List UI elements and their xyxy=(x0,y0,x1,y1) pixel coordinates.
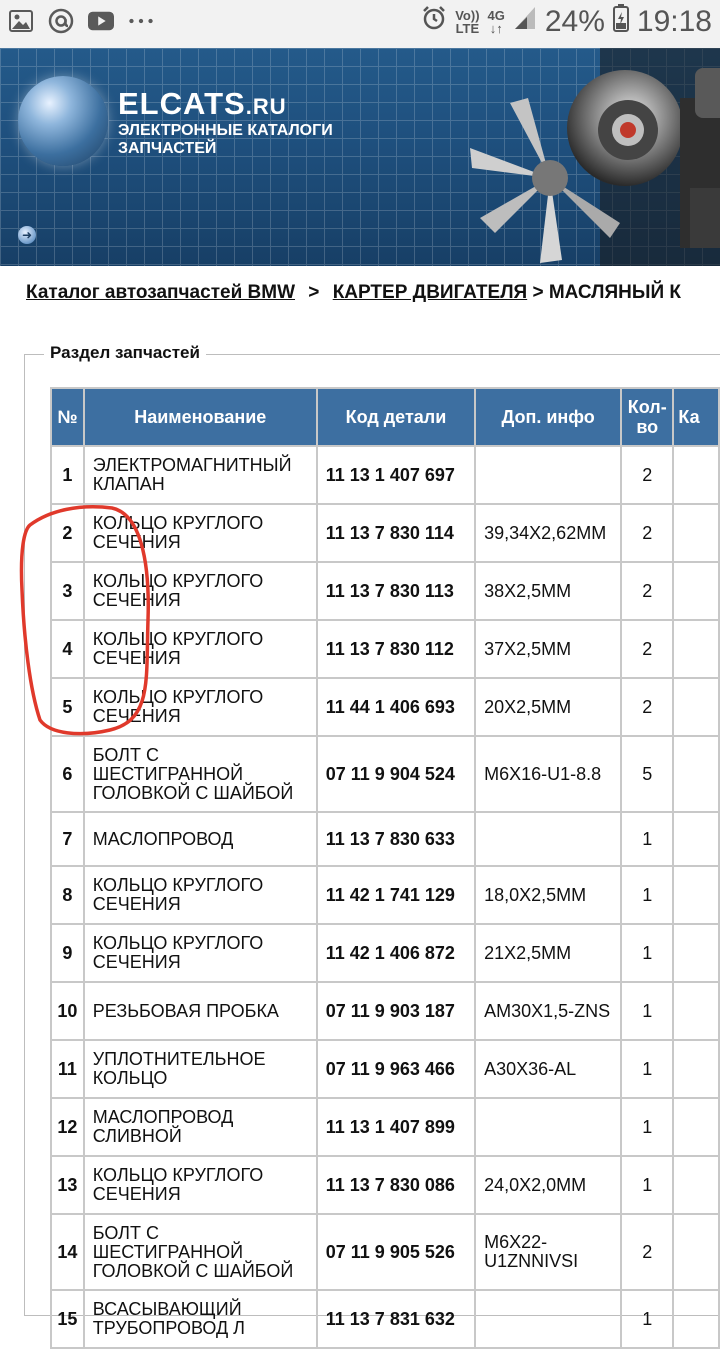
part-code[interactable]: 07 11 9 904 524 xyxy=(317,736,475,812)
column-header-name[interactable]: Наименование xyxy=(84,388,317,446)
part-qty: 5 xyxy=(621,736,673,812)
part-qty: 2 xyxy=(621,1214,673,1290)
part-extra xyxy=(673,982,719,1040)
table-row[interactable] xyxy=(51,736,719,812)
table-header-row xyxy=(51,388,719,446)
row-number: 4 xyxy=(51,620,84,678)
part-extra xyxy=(673,736,719,812)
part-extra xyxy=(673,678,719,736)
site-logo[interactable]: ELCATS.RU xyxy=(118,86,287,121)
part-qty: 2 xyxy=(621,678,673,736)
part-extra xyxy=(673,1290,719,1348)
table-row[interactable] xyxy=(51,620,719,678)
part-code[interactable]: 11 13 7 831 632 xyxy=(317,1290,475,1348)
part-extra xyxy=(673,620,719,678)
table-row[interactable] xyxy=(51,562,719,620)
part-code[interactable]: 11 42 1 741 129 xyxy=(317,866,475,924)
table-row[interactable] xyxy=(51,1156,719,1214)
table-row[interactable] xyxy=(51,1040,719,1098)
part-extra xyxy=(673,504,719,562)
part-info: 24,0X2,0MM xyxy=(475,1156,621,1214)
part-name: КОЛЬЦО КРУГЛОГО СЕЧЕНИЯ xyxy=(84,924,317,982)
part-code[interactable]: 11 13 7 830 633 xyxy=(317,812,475,866)
part-code[interactable]: 11 13 7 830 112 xyxy=(317,620,475,678)
part-code[interactable]: 11 13 7 830 086 xyxy=(317,1156,475,1214)
part-extra xyxy=(673,866,719,924)
part-code[interactable]: 11 13 7 830 113 xyxy=(317,562,475,620)
part-extra xyxy=(673,446,719,504)
table-row[interactable] xyxy=(51,1214,719,1290)
clock: 19:18 xyxy=(636,5,712,38)
part-info: M6X16-U1-8.8 xyxy=(475,736,621,812)
part-name: КОЛЬЦО КРУГЛОГО СЕЧЕНИЯ xyxy=(84,678,317,736)
part-name: УПЛОТНИТЕЛЬНОЕ КОЛЬЦО xyxy=(84,1040,317,1098)
site-header xyxy=(0,48,720,266)
part-info: 18,0X2,5MM xyxy=(475,866,621,924)
part-extra xyxy=(673,1214,719,1290)
row-number: 15 xyxy=(51,1290,84,1348)
part-name: ВСАСЫВАЮЩИЙ ТРУБОПРОВОД Л xyxy=(84,1290,317,1348)
part-code[interactable]: 11 44 1 406 693 xyxy=(317,678,475,736)
part-extra xyxy=(673,1098,719,1156)
column-header-more[interactable]: Ка xyxy=(673,388,719,446)
battery-icon xyxy=(613,4,629,40)
status-bar xyxy=(0,0,720,48)
row-number: 5 xyxy=(51,678,84,736)
part-qty: 1 xyxy=(621,924,673,982)
part-info xyxy=(475,1098,621,1156)
part-info: 39,34X2,62MM xyxy=(475,504,621,562)
table-row[interactable] xyxy=(51,1098,719,1156)
parts-table xyxy=(50,387,720,1349)
part-info: 37X2,5MM xyxy=(475,620,621,678)
part-info: 21X2,5MM xyxy=(475,924,621,982)
part-name: КОЛЬЦО КРУГЛОГО СЕЧЕНИЯ xyxy=(84,562,317,620)
part-name: БОЛТ С ШЕСТИГРАННОЙ ГОЛОВКОЙ С ШАЙБОЙ xyxy=(84,736,317,812)
part-extra xyxy=(673,562,719,620)
part-qty: 1 xyxy=(621,866,673,924)
gallery-icon xyxy=(8,8,34,34)
row-number: 1 xyxy=(51,446,84,504)
section-legend: Раздел запчастей xyxy=(44,343,206,363)
network-type-indicator: 4G ↓↑ xyxy=(487,8,505,36)
part-name: РЕЗЬБОВАЯ ПРОБКА xyxy=(84,982,317,1040)
part-name: МАСЛОПРОВОД xyxy=(84,812,317,866)
table-row[interactable] xyxy=(51,504,719,562)
row-number: 12 xyxy=(51,1098,84,1156)
row-number: 13 xyxy=(51,1156,84,1214)
table-row[interactable] xyxy=(51,678,719,736)
part-qty: 1 xyxy=(621,982,673,1040)
part-extra xyxy=(673,924,719,982)
breadcrumb-link-crankcase[interactable]: КАРТЕР ДВИГАТЕЛЯ xyxy=(332,282,528,303)
battery-percent: 24% xyxy=(544,5,605,38)
column-header-info[interactable]: Доп. инфо xyxy=(475,388,621,446)
part-code[interactable]: 07 11 9 963 466 xyxy=(317,1040,475,1098)
part-extra xyxy=(673,1040,719,1098)
part-extra xyxy=(673,812,719,866)
part-name: КОЛЬЦО КРУГЛОГО СЕЧЕНИЯ xyxy=(84,866,317,924)
part-info xyxy=(475,812,621,866)
more-dots-icon xyxy=(128,8,154,34)
table-row[interactable] xyxy=(51,812,719,866)
part-qty: 2 xyxy=(621,504,673,562)
globe-logo[interactable] xyxy=(18,76,108,166)
at-icon xyxy=(48,8,74,34)
part-code[interactable]: 11 13 1 407 697 xyxy=(317,446,475,504)
part-name: ЭЛЕКТРОМАГНИТНЫЙ КЛАПАН xyxy=(84,446,317,504)
breadcrumb-current: > МАСЛЯНЫЙ К xyxy=(532,282,682,303)
part-code[interactable]: 07 11 9 903 187 xyxy=(317,982,475,1040)
part-qty: 2 xyxy=(621,562,673,620)
row-number: 11 xyxy=(51,1040,84,1098)
part-qty: 1 xyxy=(621,1098,673,1156)
signal-icon xyxy=(513,5,537,39)
table-row[interactable] xyxy=(51,446,719,504)
part-info xyxy=(475,446,621,504)
breadcrumb-link-catalog[interactable]: Каталог автозапчастей BMW xyxy=(26,282,296,303)
part-info: 38X2,5MM xyxy=(475,562,621,620)
column-header-number[interactable]: № xyxy=(51,388,84,446)
site-subtitle: ЭЛЕКТРОННЫЕ КАТАЛОГИ ЗАПЧАСТЕЙ xyxy=(118,122,333,157)
row-number: 2 xyxy=(51,504,84,562)
part-code[interactable]: 11 42 1 406 872 xyxy=(317,924,475,982)
part-qty: 2 xyxy=(621,620,673,678)
part-extra xyxy=(673,1156,719,1214)
column-header-qty[interactable]: Кол- во xyxy=(621,388,673,446)
part-code[interactable]: 07 11 9 905 526 xyxy=(317,1214,475,1290)
part-name: КОЛЬЦО КРУГЛОГО СЕЧЕНИЯ xyxy=(84,1156,317,1214)
part-code[interactable]: 11 13 1 407 899 xyxy=(317,1098,475,1156)
part-info: 20X2,5MM xyxy=(475,678,621,736)
part-qty: 2 xyxy=(621,446,673,504)
breadcrumb-separator: > xyxy=(308,282,320,303)
breadcrumb xyxy=(26,282,681,304)
row-number: 6 xyxy=(51,736,84,812)
table-row[interactable] xyxy=(51,1290,719,1348)
part-info: AM30X1,5-ZNS xyxy=(475,982,621,1040)
alarm-icon xyxy=(421,5,447,39)
volte-indicator: Vo)) LTE xyxy=(455,8,480,36)
table-row[interactable] xyxy=(51,924,719,982)
row-number: 9 xyxy=(51,924,84,982)
part-qty: 1 xyxy=(621,1290,673,1348)
part-name: БОЛТ С ШЕСТИГРАННОЙ ГОЛОВКОЙ С ШАЙБОЙ xyxy=(84,1214,317,1290)
part-qty: 1 xyxy=(621,1156,673,1214)
column-header-code[interactable]: Код детали xyxy=(317,388,475,446)
table-row[interactable] xyxy=(51,982,719,1040)
row-number: 7 xyxy=(51,812,84,866)
row-number: 3 xyxy=(51,562,84,620)
table-row[interactable] xyxy=(51,866,719,924)
part-name: КОЛЬЦО КРУГЛОГО СЕЧЕНИЯ xyxy=(84,504,317,562)
part-name: МАСЛОПРОВОД СЛИВНОЙ xyxy=(84,1098,317,1156)
part-qty: 1 xyxy=(621,1040,673,1098)
part-info: A30X36-AL xyxy=(475,1040,621,1098)
row-number: 10 xyxy=(51,982,84,1040)
row-number: 8 xyxy=(51,866,84,924)
engine-illustration xyxy=(450,48,720,266)
part-info: M6X22-U1ZNNIVSI xyxy=(475,1214,621,1290)
nav-arrow-icon[interactable]: ➜ xyxy=(18,226,36,244)
row-number: 14 xyxy=(51,1214,84,1290)
part-name: КОЛЬЦО КРУГЛОГО СЕЧЕНИЯ xyxy=(84,620,317,678)
youtube-icon xyxy=(88,8,114,34)
part-qty: 1 xyxy=(621,812,673,866)
part-info xyxy=(475,1290,621,1348)
part-code[interactable]: 11 13 7 830 114 xyxy=(317,504,475,562)
